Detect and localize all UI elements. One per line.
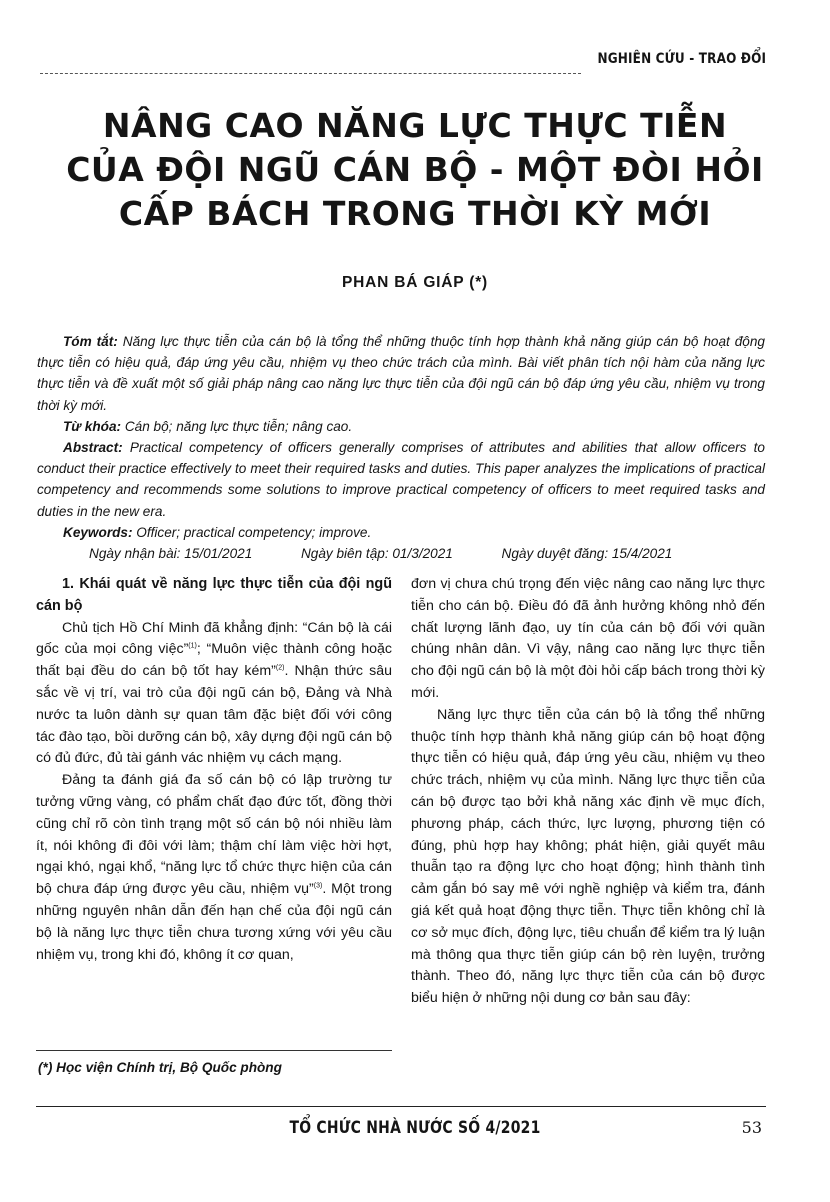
body-column-right <box>411 574 765 1010</box>
footnote-rule <box>36 1050 392 1051</box>
section-label: NGHIÊN CỨU - TRAO ĐỔI <box>597 51 766 67</box>
title-line-1: NÂNG CAO NĂNG LỰC THỰC TIỄN <box>102 106 728 145</box>
abstract-en-text: Practical competency of officers generally comprises of attributes and abilities that allow officers to conduct their practice effectively to meet their required tasks and duties. This paper analyzes the implications of practical competency and recommends some solutions to improve practical competency of officers to meet required tasks and duties in the new era. <box>37 440 765 519</box>
p1-part-c: . Nhận thức sâu sắc về vị trí, vai trò của đội ngũ cán bộ, Đảng và Nhà nước ta luôn dành sự quan tâm đặc biệt đối với công tác đào tạo, bồi dưỡng cán bộ, xây dựng đội ngũ cán bộ có đủ đức, đủ tài gánh vác nhiệm vụ cách mạng. <box>36 663 393 767</box>
paragraph-2-continued <box>411 574 765 705</box>
footer-rule <box>36 1106 766 1107</box>
p2-part-b-right: đơn vị chưa chú trọng đến việc nâng cao năng lực thực tiễn cho cán bộ. Điều đó đã ảnh hưởng không nhỏ đến chất lượng lãnh đạo, uy tín của cán bộ đối với quần chúng nhân dân. Vì vậy, nâng cao năng lực thực tiễn cho đội ngũ cán bộ là một đòi hỏi cấp bách trong thời kỳ mới. <box>411 576 765 701</box>
p1-part-a: Chủ tịch Hồ Chí Minh đã khẳng định: “Cán bộ là cái gốc của mọi công việc” <box>36 619 392 658</box>
footnote-ref-3: (3) <box>313 882 323 890</box>
p2-part-a: Đảng ta đánh giá đa số cán bộ có lập trường tư tưởng vững vàng, có phẩm chất đạo đức tốt, đồng thời cũng chỉ rõ còn tình trạng một số cán bộ nói nhiều làm ít, nói không đi đôi với làm; thậm chí làm việc hời hợt, ngại khó, ngại khổ, “năng lực tổ chức thực hiện của cán bộ chưa đáp ứng được yêu cầu, nhiệm vụ” <box>36 772 392 898</box>
title-line-2: CỦA ĐỘI NGŨ CÁN BỘ - MỘT ĐÒI HỎI <box>66 150 764 189</box>
date-approved: Ngày duyệt đăng: 15/4/2021 <box>501 546 673 562</box>
footnote-ref-1: (1) <box>188 642 197 650</box>
abstract-en-label: Abstract: <box>63 440 123 456</box>
keywords-vn-label: Từ khóa: <box>63 418 122 434</box>
date-edited: Ngày biên tập: 01/3/2021 <box>300 546 453 562</box>
keywords-en-text: Officer; practical competency; improve. <box>132 524 372 540</box>
keywords-en <box>37 522 765 543</box>
abstract-vn-text: Năng lực thực tiễn của cán bộ là tổng thể những thuộc tính hợp thành khả năng giúp cán bộ hoạt động thực tiễn có hiệu quả, đáp ứng yêu cầu, nhiệm vụ theo chức trách của mình. Bài viết phân tích nội hàm của năng lực thực tiễn và đề xuất một số giải pháp nâng cao năng lực thực tiễn của đội ngũ cán bộ đáp ứng yêu cầu, nhiệm vụ trong thời kỳ mới. <box>37 334 765 413</box>
page-number: 53 <box>741 1118 762 1137</box>
title-line-3: CẤP BÁCH TRONG THỜI KỲ MỚI <box>118 194 712 233</box>
journal-issue: TỔ CHỨC NHÀ NƯỚC SỐ 4/2021 <box>289 1118 541 1138</box>
p2-part-b-left: . Một trong những nguyên nhân dẫn đến hạn chế của đội ngũ cán bộ là năng lực thực tiễn chưa tương xứng với yêu cầu nhiệm vụ, trong khi đó, không ít cơ quan, <box>36 881 392 963</box>
abstract-block <box>37 331 765 564</box>
abstract-vn-label: Tóm tắt: <box>63 334 118 349</box>
header-dashed-rule <box>40 73 581 74</box>
author-name: PHAN BÁ GIÁP (*) <box>342 274 488 291</box>
abstract-vn <box>37 331 765 416</box>
keywords-en-label: Keywords: <box>63 524 133 540</box>
article-title <box>60 104 770 236</box>
paragraph-1 <box>36 618 392 771</box>
date-received: Ngày nhận bài: 15/01/2021 <box>89 546 253 562</box>
keywords-vn-text: Cán bộ; năng lực thực tiễn; nâng cao. <box>121 418 353 434</box>
article-dates <box>37 543 765 564</box>
abstract-en <box>37 437 765 522</box>
running-header <box>40 45 766 77</box>
footnote-ref-2: (2) <box>275 664 285 672</box>
p1-part-b: ; “Muôn việc thành công hoặc thất bại đều do cán bộ tốt hay kém” <box>36 641 392 680</box>
paragraph-3: Năng lực thực tiễn của cán bộ là tổng thể những thuộc tính hợp thành khả năng giúp cán bộ hoạt động thực tiễn có hiệu quả, đáp ứng yêu cầu, nhiệm vụ theo chức trách, nhiệm vụ của mình. Năng lực thực tiễn của cán bộ được tạo bởi khả năng xác định về mục đích, phương pháp, cách thức, lực lượng, phương tiện có đúng, phù hợp hay không; phát hiện, giải quyết mâu thuẫn tạo ra động lực cho hoạt động; hình thành tình cảm gắn bó say mê với nghề nghiệp và kiểm tra, đánh giá kết quả hoạt động thực tiễn. Thực tiễn không chỉ là cơ sở mục đích, động lực, tiêu chuẩn để kiểm tra lý luận mà thông qua thực tiễn giúp cán bộ rèn luyện, trưởng thành. Theo đó, năng lực thực tiễn của cán bộ được biểu hiện ở những nội dung cơ bản sau đây: <box>411 706 765 1007</box>
body-column-left <box>36 574 392 966</box>
paragraph-2 <box>36 770 392 966</box>
section-heading: 1. Khái quát về năng lực thực tiễn của đội ngũ cán bộ <box>36 576 392 614</box>
author-affiliation-footnote: (*) Học viện Chính trị, Bộ Quốc phòng <box>38 1060 282 1075</box>
keywords-vn <box>37 416 765 437</box>
